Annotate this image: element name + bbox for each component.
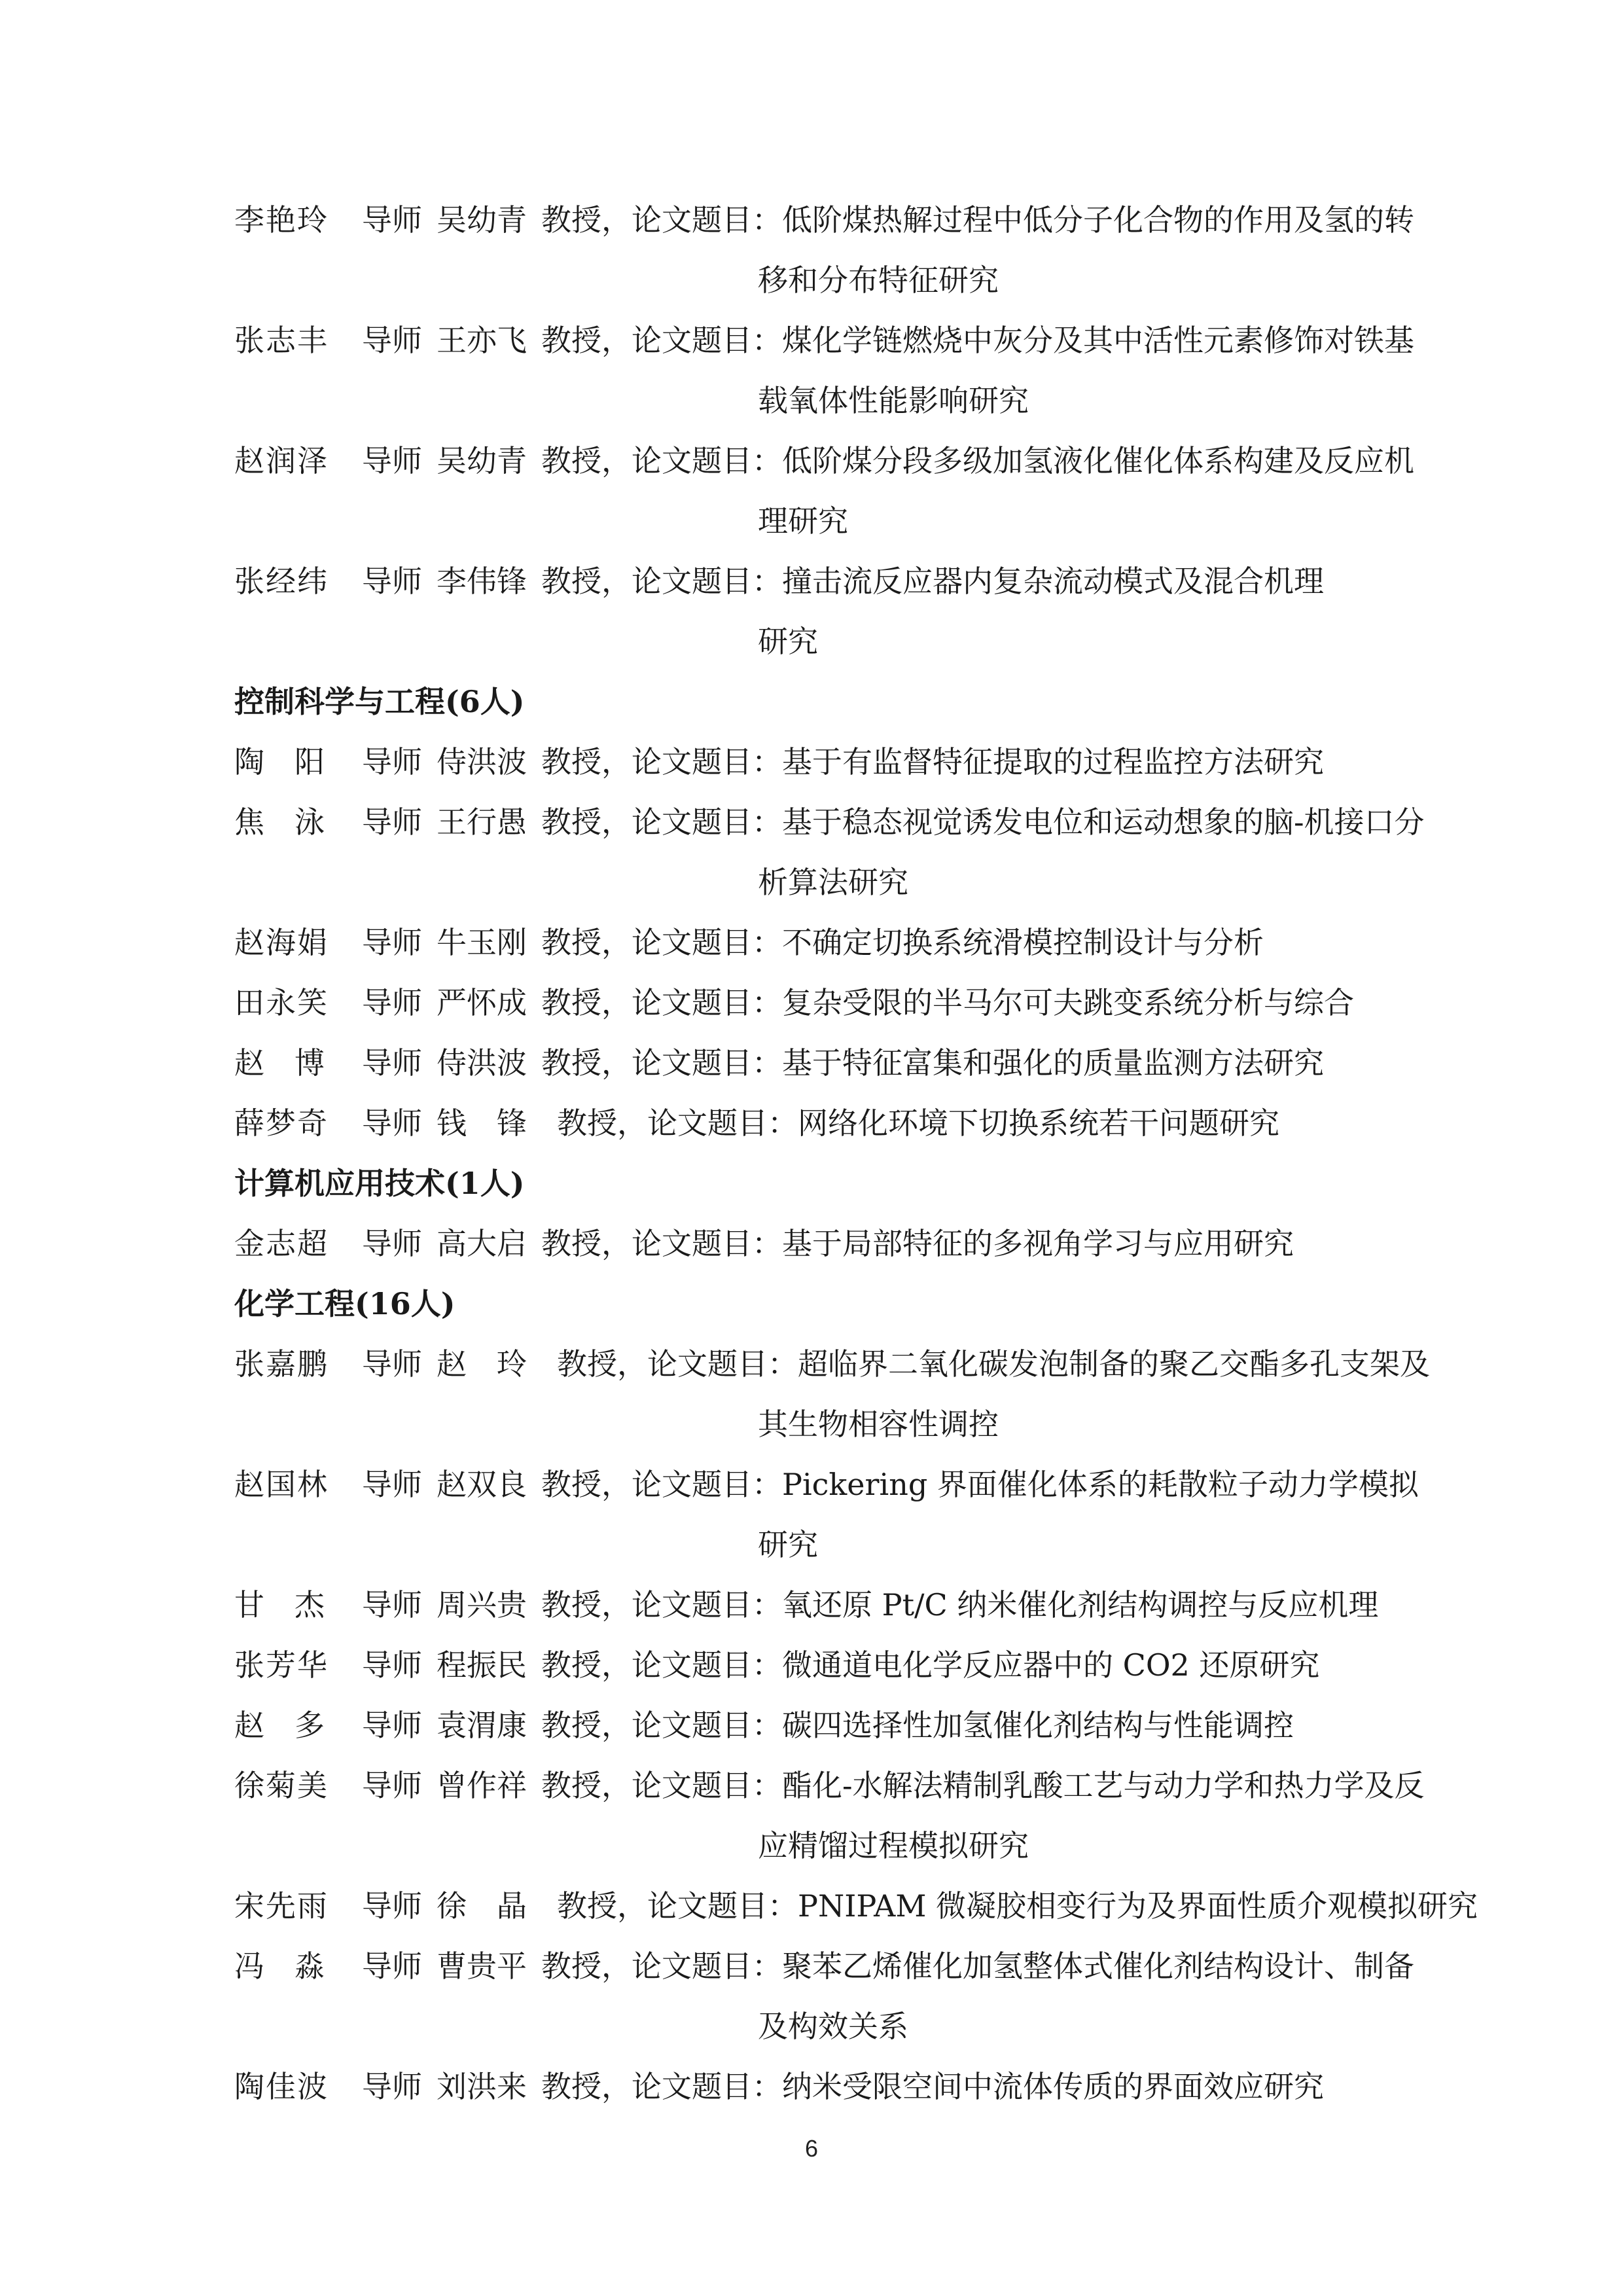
advisor-name: 侍洪波 [437,744,527,780]
entry-line [234,1876,1478,1936]
advisor-label: 导师 [362,925,422,960]
student-name: 张芳华 [234,1647,329,1683]
thesis-entry [234,190,1425,310]
title-prefix: 教授，论文题目： [541,804,782,840]
thesis-title-continuation: 理研究 [758,503,848,539]
thesis-title: 纳米受限空间中流体传质的界面效应研究 [782,2069,1324,2104]
student-name: 张嘉鹏 [234,1346,329,1382]
advisor-name: 侍洪波 [437,1045,527,1081]
advisor-label: 导师 [362,564,422,599]
student-name: 李艳玲 [234,202,329,238]
thesis-entry [234,1033,1425,1093]
title-prefix: 教授，论文题目： [541,985,782,1020]
advisor-name: 钱锋 [437,1105,557,1141]
advisor-name: 吴幼青 [437,202,527,238]
entry-line [234,1695,1425,1755]
thesis-title: 撞击流反应器内复杂流动模式及混合机理 [782,564,1324,599]
advisor-name: 牛玉刚 [437,925,527,960]
student-name: 薛梦奇 [234,1105,329,1141]
entry-line [234,551,1425,611]
thesis-title: 氧还原 Pt/C 纳米催化剂结构调控与反应机理 [782,1587,1379,1623]
advisor-name: 刘洪来 [437,2069,527,2104]
thesis-title: 基于局部特征的多视角学习与应用研究 [782,1226,1294,1261]
entry-line [234,1635,1425,1695]
thesis-entry [234,912,1425,973]
title-prefix: 教授，论文题目： [541,323,782,358]
thesis-title-continuation: 析算法研究 [758,865,908,900]
thesis-entry [234,1575,1425,1635]
student-name: 徐菊美 [234,1768,329,1803]
advisor-label: 导师 [362,323,422,358]
advisor-label: 导师 [362,2069,422,2104]
thesis-title-continuation: 及构效关系 [758,2009,908,2044]
title-prefix: 教授，论文题目： [541,1768,782,1803]
advisor-name: 周兴贵 [437,1587,527,1623]
entry-line [234,1936,1425,1996]
entry-line [234,310,1425,370]
advisor-name: 赵双良 [437,1467,527,1502]
student-name: 甘杰 [234,1587,355,1623]
thesis-entry [234,732,1425,792]
title-prefix: 教授，论文题目： [541,443,782,478]
thesis-entry [234,2056,1425,2117]
student-name: 赵润泽 [234,443,329,478]
advisor-label: 导师 [362,1948,422,1984]
title-prefix: 教授，论文题目： [541,1647,782,1683]
thesis-title-continuation: 应精馏过程模拟研究 [758,1828,1029,1863]
advisor-name: 李伟锋 [437,564,527,599]
thesis-title-continuation: 其生物相容性调控 [758,1407,999,1442]
thesis-title: 碳四选择性加氢催化剂结构与性能调控 [782,1708,1294,1743]
title-prefix: 教授，论文题目： [541,1045,782,1081]
entry-line [234,912,1425,973]
thesis-title: 复杂受限的半马尔可夫跳变系统分析与综合 [782,985,1354,1020]
thesis-title: 基于有监督特征提取的过程监控方法研究 [782,744,1324,780]
title-prefix: 教授，论文题目： [557,1105,798,1141]
entry-line [234,1213,1425,1274]
entry-line [234,1334,1430,1394]
title-prefix: 教授，论文题目： [541,925,782,960]
advisor-label: 导师 [362,804,422,840]
entry-line [234,431,1425,491]
thesis-title-continuation: 载氧体性能影响研究 [758,383,1029,418]
entry-line [234,1575,1425,1635]
thesis-title: 网络化环境下切换系统若干问题研究 [798,1105,1279,1141]
entry-line [234,1033,1425,1093]
entry-line [234,732,1425,792]
advisor-label: 导师 [362,1045,422,1081]
thesis-entry [234,310,1425,431]
entry-line [234,190,1425,250]
thesis-entry [234,1635,1425,1695]
thesis-title: 低阶煤热解过程中低分子化合物的作用及氢的转 [782,202,1414,238]
student-name: 焦泳 [234,804,355,840]
thesis-entry [234,1334,1430,1454]
student-name: 张经纬 [234,564,329,599]
title-prefix: 教授，论文题目： [541,1948,782,1984]
entry-line [234,792,1425,852]
thesis-entry [234,1695,1425,1755]
advisor-label: 导师 [362,1226,422,1261]
title-prefix: 教授，论文题目： [541,744,782,780]
thesis-title: 煤化学链燃烧中灰分及其中活性元素修饰对铁基 [782,323,1414,358]
thesis-title: 微通道电化学反应器中的 CO2 还原研究 [782,1647,1320,1683]
student-name: 金志超 [234,1226,329,1261]
entry-line [234,2056,1425,2117]
advisor-label: 导师 [362,1708,422,1743]
student-name: 冯淼 [234,1948,355,1984]
thesis-entry [234,551,1425,672]
advisor-name: 程振民 [437,1647,527,1683]
advisor-name: 王亦飞 [437,323,527,358]
student-name: 张志丰 [234,323,329,358]
advisor-label: 导师 [362,1467,422,1502]
title-prefix: 教授，论文题目： [541,2069,782,2104]
advisor-label: 导师 [362,1888,422,1924]
entry-line [234,1093,1425,1153]
student-name: 陶佳波 [234,2069,329,2104]
thesis-entry [234,1213,1425,1274]
title-prefix: 教授，论文题目： [541,1587,782,1623]
advisor-label: 导师 [362,1587,422,1623]
thesis-title: 超临界二氧化碳发泡制备的聚乙交酯多孔支架及 [798,1346,1430,1382]
thesis-entry [234,792,1425,912]
advisor-name: 曹贵平 [437,1948,527,1984]
title-prefix: 教授，论文题目： [557,1346,798,1382]
advisor-label: 导师 [362,202,422,238]
advisor-name: 吴幼青 [437,443,527,478]
thesis-title: 酯化-水解法精制乳酸工艺与动力学和热力学及反 [782,1768,1425,1803]
advisor-name: 曾作祥 [437,1768,527,1803]
title-prefix: 教授，论文题目： [541,1708,782,1743]
thesis-title: 聚苯乙烯催化加氢整体式催化剂结构设计、制备 [782,1948,1414,1984]
section-heading: 控制科学与工程(6人) [234,684,525,719]
title-prefix: 教授，论文题目： [541,1226,782,1261]
thesis-title: PNIPAM 微凝胶相变行为及界面性质介观模拟研究 [798,1888,1478,1924]
student-name: 宋先雨 [234,1888,329,1924]
advisor-label: 导师 [362,744,422,780]
title-prefix: 教授，论文题目： [541,202,782,238]
advisor-label: 导师 [362,1647,422,1683]
advisor-name: 严怀成 [437,985,527,1020]
page-number: 6 [804,2135,819,2162]
advisor-name: 高大启 [437,1226,527,1261]
entry-line [234,973,1425,1033]
thesis-title: 低阶煤分段多级加氢液化催化体系构建及反应机 [782,443,1414,478]
thesis-title-continuation: 移和分布特征研究 [758,262,999,298]
section-heading: 化学工程(16人) [234,1286,455,1321]
entry-line [234,1454,1425,1515]
student-name: 赵多 [234,1708,355,1743]
thesis-list [234,190,1478,2117]
thesis-title: 基于特征富集和强化的质量监测方法研究 [782,1045,1324,1081]
thesis-entry [234,1936,1425,2056]
thesis-title-continuation: 研究 [758,1527,818,1562]
thesis-title: 基于稳态视觉诱发电位和运动想象的脑-机接口分 [782,804,1425,840]
thesis-entry [234,1876,1478,1936]
advisor-name: 王行愚 [437,804,527,840]
advisor-name: 徐晶 [437,1888,557,1924]
student-name: 田永笑 [234,985,329,1020]
entry-line [234,1755,1425,1816]
advisor-label: 导师 [362,1105,422,1141]
thesis-title: Pickering 界面催化体系的耗散粒子动力学模拟 [782,1467,1419,1502]
student-name: 赵国林 [234,1467,329,1502]
advisor-label: 导师 [362,985,422,1020]
section-heading: 计算机应用技术(1人) [234,1166,525,1201]
advisor-name: 赵玲 [437,1346,557,1382]
thesis-entry [234,1454,1425,1575]
thesis-entry [234,1093,1425,1153]
title-prefix: 教授，论文题目： [541,564,782,599]
student-name: 赵海娟 [234,925,329,960]
student-name: 赵博 [234,1045,355,1081]
thesis-entry [234,1755,1425,1876]
thesis-entry [234,973,1425,1033]
thesis-title-continuation: 研究 [758,624,818,659]
student-name: 陶阳 [234,744,355,780]
title-prefix: 教授，论文题目： [541,1467,782,1502]
advisor-label: 导师 [362,1346,422,1382]
title-prefix: 教授，论文题目： [557,1888,798,1924]
thesis-entry [234,431,1425,551]
thesis-title: 不确定切换系统滑模控制设计与分析 [782,925,1264,960]
advisor-name: 袁渭康 [437,1708,527,1743]
advisor-label: 导师 [362,1768,422,1803]
advisor-label: 导师 [362,443,422,478]
